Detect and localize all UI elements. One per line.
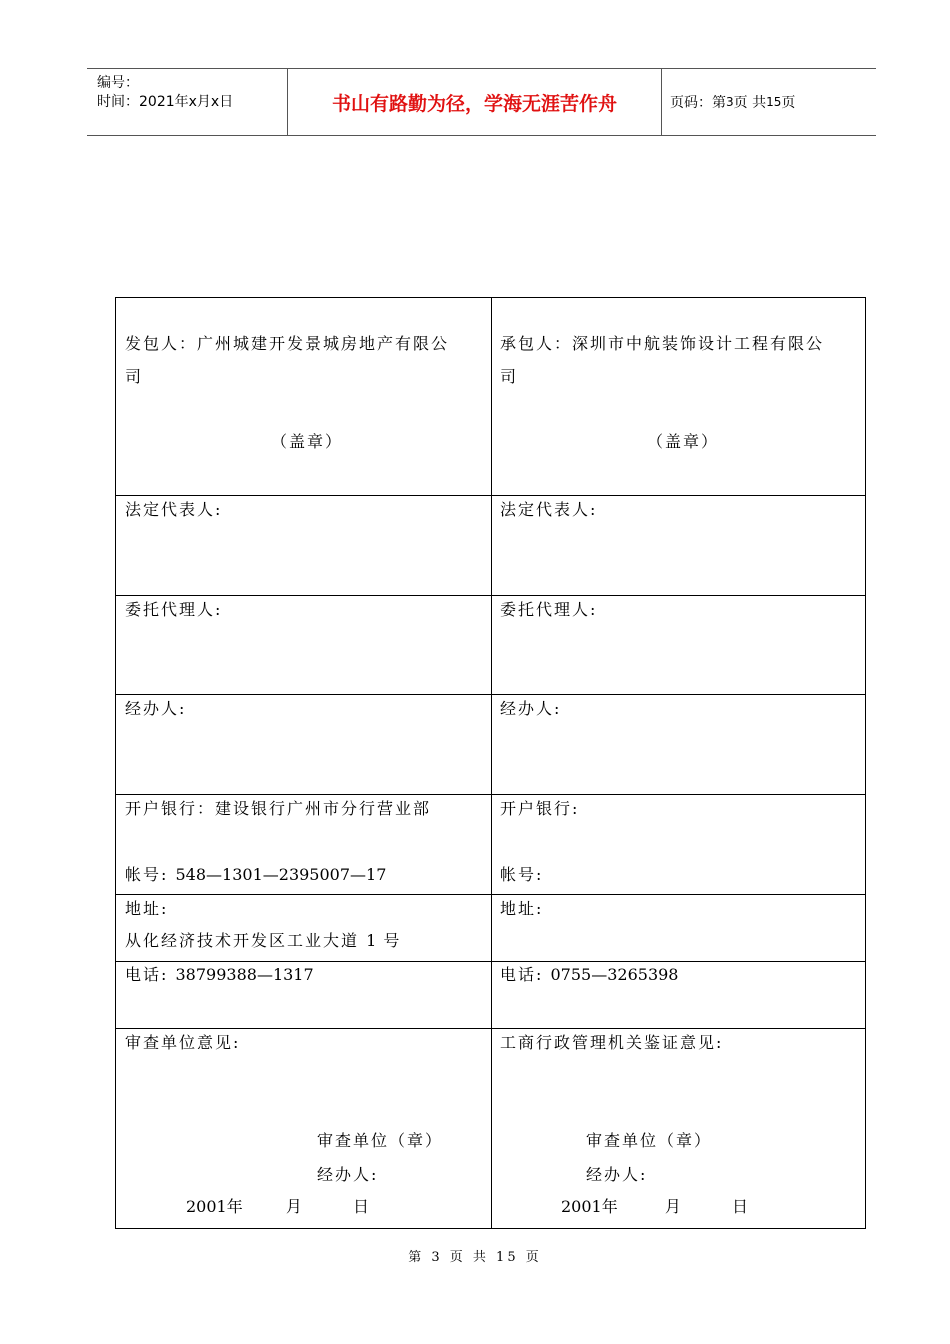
review-year: 2001 [186, 1197, 227, 1216]
review-month: 月 [285, 1197, 302, 1216]
employer-handler: 经办人: [125, 699, 187, 718]
contractor-address-label: 地址: [500, 899, 544, 918]
employer-account [125, 864, 386, 886]
review-year-suffix: 年 [226, 1197, 243, 1216]
review-unit-seal: 审查单位（章） [317, 1131, 444, 1150]
contractor-account: 帐号: [500, 865, 544, 884]
contractor-handler: 经办人: [500, 699, 562, 718]
phone-label: 电话: [500, 965, 544, 984]
address-end: 号 [383, 931, 402, 950]
column-divider [491, 298, 492, 1228]
row-divider [116, 495, 865, 496]
row-divider [116, 961, 865, 962]
address-number: 1 [366, 931, 377, 950]
page-footer: 第 3 页 共 15 页 [408, 1250, 542, 1265]
phone-number: 38799388—1317 [175, 965, 314, 984]
page-header [87, 68, 876, 136]
contractor-agent: 委托代理人: [500, 600, 598, 619]
aic-month: 月 [664, 1197, 681, 1216]
phone-number: 0755—3265398 [550, 965, 679, 984]
page-number: 3 [726, 95, 734, 109]
serial-label: 编号： [97, 75, 139, 91]
employer-seal: （盖章） [271, 432, 344, 451]
review-day: 日 [352, 1197, 369, 1216]
row-divider [116, 894, 865, 895]
review-date [186, 1196, 369, 1218]
row-divider [116, 794, 865, 795]
contractor-name-cont: 司 [500, 367, 519, 386]
signature-table [115, 297, 866, 1229]
page-label: 页码：第 [670, 95, 726, 111]
header-page-info [670, 69, 795, 135]
contractor-legal-rep: 法定代表人: [500, 500, 598, 519]
account-number: 548—1301—2395007—17 [175, 865, 387, 884]
account-label: 帐号: [125, 865, 169, 884]
row-divider [116, 694, 865, 695]
review-opinion-title: 审查单位意见: [125, 1033, 241, 1052]
page-total: 15 [766, 95, 782, 109]
aic-unit-seal: 审查单位（章） [586, 1131, 713, 1150]
page-end: 页 [781, 95, 796, 111]
contractor-phone [500, 964, 678, 986]
row-divider [116, 1028, 865, 1029]
aic-day: 日 [731, 1197, 748, 1216]
phone-label: 电话: [125, 965, 169, 984]
header-meta [87, 69, 287, 135]
employer-agent: 委托代理人: [125, 600, 223, 619]
contractor-seal: （盖章） [647, 432, 720, 451]
employer-legal-rep: 法定代表人: [125, 500, 223, 519]
review-handler: 经办人: [317, 1165, 379, 1184]
contractor-name: 承包人：深圳市中航装饰设计工程有限公 [500, 334, 825, 353]
employer-address-label: 地址: [125, 899, 169, 918]
aic-date [561, 1196, 748, 1218]
employer-name: 发包人：广州城建开发景城房地产有限公 [125, 334, 450, 353]
row-divider [116, 595, 865, 596]
employer-bank: 开户银行：建设银行广州市分行营业部 [125, 799, 432, 818]
time-label: 时间：2021年x月x日 [97, 94, 234, 110]
address-text: 从化经济技术开发区工业大道 [125, 931, 360, 950]
header-motto: 书山有路勤为径，学海无涯苦作舟 [287, 69, 662, 135]
contractor-bank: 开户银行: [500, 799, 580, 818]
employer-phone [125, 964, 314, 986]
aic-year: 2001 [561, 1197, 602, 1216]
aic-handler: 经办人: [586, 1165, 648, 1184]
aic-opinion-title: 工商行政管理机关鉴证意见: [500, 1033, 724, 1052]
page-mid: 页 共 [733, 95, 767, 111]
aic-year-suffix: 年 [601, 1197, 618, 1216]
employer-name-cont: 司 [125, 367, 144, 386]
employer-address [125, 930, 401, 952]
